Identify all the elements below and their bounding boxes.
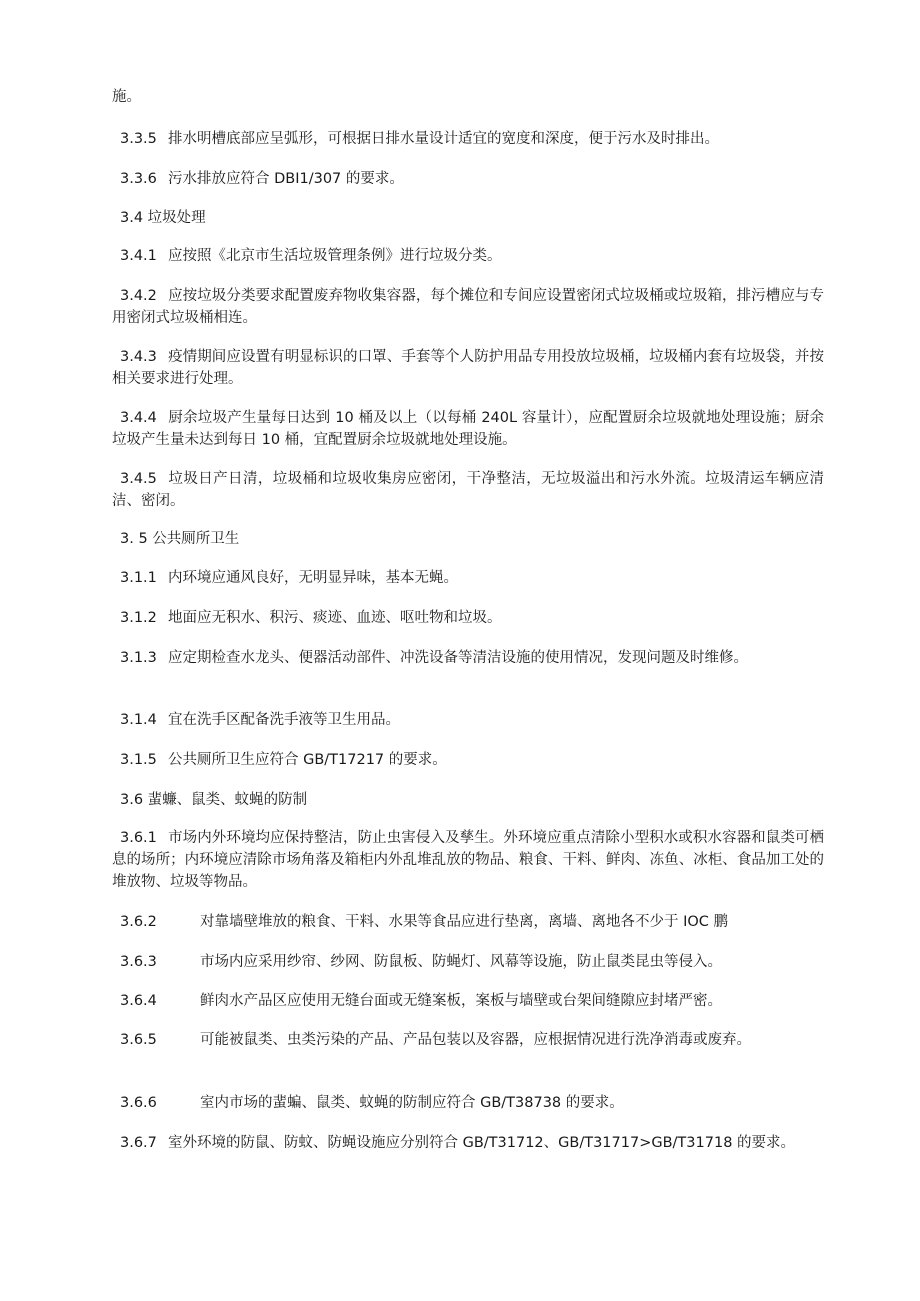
clause-number: 3.4.1 <box>120 248 157 264</box>
clause-number: 3.4.3 <box>120 349 157 365</box>
clause-number: 3.1.3 <box>120 650 157 666</box>
clause-number: 3.1.4 <box>120 712 157 728</box>
clause-3-6-2 <box>112 911 824 933</box>
clause-number: 3.4.4 <box>120 410 157 426</box>
clause-3-1-3 <box>112 647 824 669</box>
clause-3-6-1 <box>112 827 824 893</box>
clause-3-1-4 <box>112 709 824 731</box>
clause-text: 疫情期间应设置有明显标识的口罩、手套等个人防护用品专用投放垃圾桶，垃圾桶内套有垃圾袋，并按相关要求进行处理。 <box>112 349 824 387</box>
clause-text: 地面应无积水、积污、痰迹、血迹、呕吐物和垃圾。 <box>168 610 502 626</box>
clause-text: 应按照《北京市生活垃圾管理条例》进行垃圾分类。 <box>168 248 502 264</box>
clause-3-1-2 <box>112 607 824 629</box>
clause-3-6-5 <box>112 1029 824 1051</box>
clause-text: 排水明槽底部应呈弧形，可根据日排水量设计适宜的宽度和深度，便于污水及时排出。 <box>168 131 719 147</box>
clause-text: 应定期检查水龙头、便器活动部件、冲洗设备等清洁设施的使用情况，发现问题及时维修。 <box>168 650 748 666</box>
clause-text: 公共厕所卫生应符合 GB/T17217 的要求。 <box>168 752 447 768</box>
clause-3-3-5 <box>112 128 824 150</box>
clause-3-3-6 <box>112 168 824 190</box>
clause-number: 3.6.6 <box>120 1095 157 1111</box>
clause-number: 3.6.1 <box>120 830 157 846</box>
section-heading-3-6: 3.6 蜚蠊、鼠类、蚊蝇的防制 <box>120 792 308 808</box>
clause-3-1-1 <box>112 567 824 589</box>
clause-text: 对靠墙壁堆放的粮食、干料、水果等食品应进行垫离，离墙、离地各不少于 IOC 鹏 <box>200 914 729 930</box>
clause-3-4-5 <box>112 468 824 512</box>
clause-number: 3.1.1 <box>120 570 157 586</box>
clause-text: 厨余垃圾产生量每日达到 10 桶及以上（以每桶 240L 容量计），应配置厨余垃圾就地处理设施；厨余垃圾产生量未达到每日 10 桶，宜配置厨余垃圾就地处理设施。 <box>112 410 824 448</box>
clause-number: 3.6.3 <box>120 954 157 970</box>
clause-3-6-3 <box>112 951 824 973</box>
clause-text: 市场内应采用纱帘、纱网、防鼠板、防蝇灯、风幕等设施，防止鼠类昆虫等侵入。 <box>200 954 722 970</box>
clause-number: 3.6.7 <box>120 1135 157 1151</box>
clause-3-4-2 <box>112 285 824 329</box>
clause-number: 3.6.2 <box>120 914 157 930</box>
clause-3-6-6 <box>112 1092 824 1114</box>
clause-number: 3.1.2 <box>120 610 157 626</box>
clause-3-4-1 <box>112 245 824 267</box>
clause-text: 室内市场的蜚蝙、鼠类、蚊蝇的防制应符合 GB/T38738 的要求。 <box>200 1095 624 1111</box>
clause-3-4-4 <box>112 407 824 451</box>
clause-text: 污水排放应符合 DBI1/307 的要求。 <box>168 171 404 187</box>
clause-number: 3.6.5 <box>120 1032 157 1048</box>
section-heading-3-5: 3. 5 公共厕所卫生 <box>120 531 240 547</box>
clause-number: 3.1.5 <box>120 752 157 768</box>
clause-3-1-5 <box>112 749 824 771</box>
clause-3-6-7 <box>112 1132 824 1154</box>
clause-text: 内环境应通风良好，无明显异味，基本无蝇。 <box>168 570 458 586</box>
clause-text: 室外环境的防鼠、防蚊、防蝇设施应分别符合 GB/T31712、GB/T31717>GB/T31718 的要求。 <box>168 1135 796 1151</box>
clause-number: 3.4.5 <box>120 471 157 487</box>
clause-3-4-3 <box>112 346 824 390</box>
clause-number: 3.3.5 <box>120 131 157 147</box>
clause-text: 应按垃圾分类要求配置废弃物收集容器，每个摊位和专间应设置密闭式垃圾桶或垃圾箱，排污槽应与专用密闭式垃圾桶相连。 <box>112 288 824 326</box>
clause-text: 宜在洗手区配备洗手液等卫生用品。 <box>168 712 400 728</box>
clause-3-6-4 <box>112 990 824 1012</box>
section-heading-3-4: 3.4 垃圾处理 <box>120 210 206 226</box>
clause-text: 可能被鼠类、虫类污染的产品、产品包装以及容器，应根据情况进行洗净消毒或废弃。 <box>200 1032 751 1048</box>
clause-text: 垃圾日产日清，垃圾桶和垃圾收集房应密闭，干净整洁，无垃圾溢出和污水外流。垃圾清运车辆应清洁、密闭。 <box>112 471 824 509</box>
clause-number: 3.4.2 <box>120 288 157 304</box>
clause-number: 3.6.4 <box>120 993 157 1009</box>
clause-text: 鲜肉水产品区应使用无缝台面或无缝案板，案板与墙壁或台架间缝隙应封堵严密。 <box>200 993 722 1009</box>
continuation-text: 施。 <box>112 89 141 105</box>
clause-number: 3.3.6 <box>120 171 157 187</box>
clause-text: 市场内外环境均应保持整洁，防止虫害侵入及孳生。外环境应重点清除小型积水或积水容器和鼠类可栖息的场所；内环境应清除市场角落及箱柜内外乱堆乱放的物品、粮食、干料、鲜肉、冻鱼、冰柜、食品加工处的堆放物、垃圾等物品。 <box>112 830 824 890</box>
